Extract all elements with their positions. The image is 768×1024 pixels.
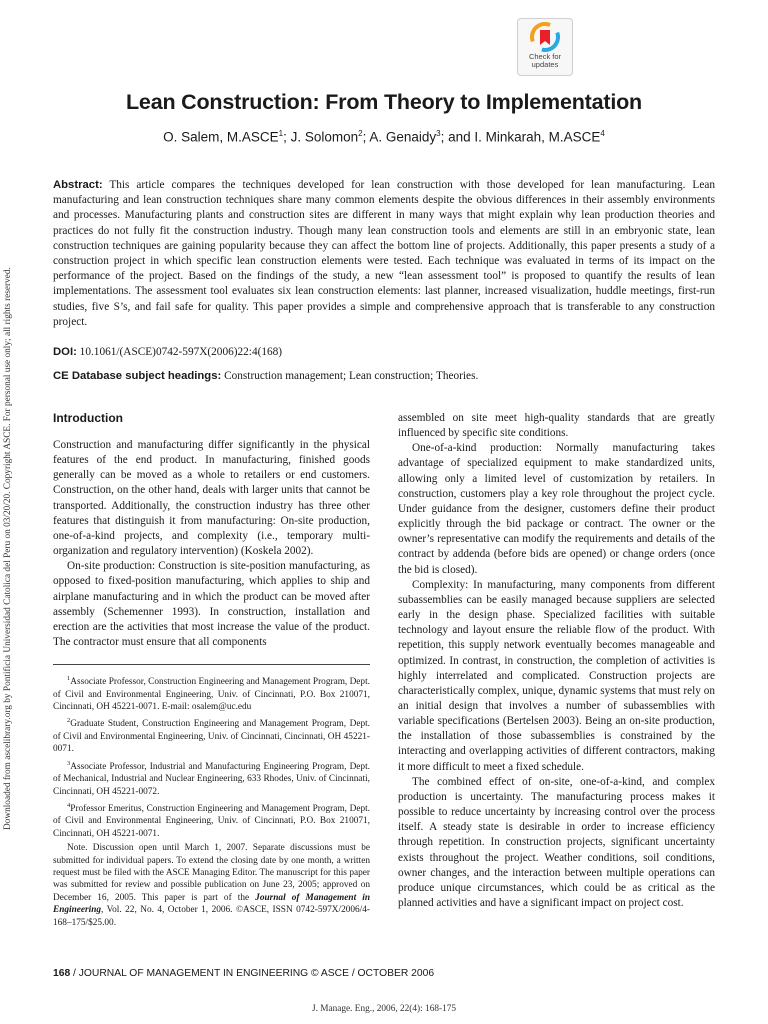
doi-label: DOI: — [53, 346, 77, 358]
footnote-marker: 2 — [67, 717, 71, 725]
abstract-text: This article compares the techniques developed for lean construction with those developed for lean manufacturing. Lean manufacturing and lean construction techniques share many common elements despite the obvious differences in their assembly environments and processes. Manufacturing plants and construction sites are different in many ways that might explain why lean production theories and practices do not fully fit the construction industry. Though many lean construction tools and elements are still in an embryonic state, lean construction techniques are gaining popularity because they can affect the bottom line of projects. Additionally, this paper presents a study of a construction project in which specific lean construction elements were tested. Each technique was evaluated in terms of its impact on the performance of the project. Based on the findings of the study, a new “lean assessment tool” is proposed to quantify the results of lean implementations. The assessment tool evaluates six lean construction elements: last planner, increased visualization, huddle meetings, first-run studies, five S’s, and fail safe for quality. This paper provides a simple and comprehensive approach that is transferable to any construction project. — [53, 179, 715, 328]
body-paragraph: assembled on site meet high-quality standards that are greatly influenced by specific site conditions. — [398, 412, 715, 440]
footnote-text: Associate Professor, Industrial and Manufacturing Engineering Program, Dept. of Mechanical, Industrial and Nuclear Engineering, 633 Rhodes, Univ. of Cincinnati, Cincinnati, OH 45221-0072. — [53, 761, 370, 797]
author-name: ; J. Solomon — [283, 129, 359, 145]
check-for-updates-badge[interactable] — [517, 18, 573, 76]
body-paragraph: On-site production: Construction is site-position manufacturing, as opposed to fixed-position manufacturing, which applies to ship and airplane manufacturing and in which the product can be moved after assembly (Schemenner 1993). In construction, installation and erection are the activities that most increase the value of the product. The contractor must ensure that all components — [53, 560, 370, 649]
author-name: ; and I. Minkarah, M.ASCE — [440, 129, 601, 145]
footnote-text: Professor Emeritus, Construction Engineering and Management Program, Dept. of Civil and Environmental Engineering, Univ. of Cincinnati, P.O. Box 210071, Cincinnati, OH 45221-0071. — [53, 804, 370, 839]
discussion-note — [53, 842, 370, 929]
footnote — [53, 715, 370, 755]
footnote-marker: 3 — [67, 759, 71, 767]
check-for-updates-label: Check for updates — [528, 52, 562, 69]
section-heading-introduction: Introduction — [53, 411, 123, 425]
footnote — [53, 800, 370, 840]
author-affiliation-marker: 2 — [358, 129, 363, 138]
footnote-marker: 1 — [67, 675, 71, 682]
author-list — [0, 129, 768, 145]
paper-title: Lean Construction: From Theory to Implementation — [126, 90, 642, 114]
author-name: O. Salem, M.ASCE — [163, 129, 279, 145]
body-paragraph: Construction and manufacturing differ significantly in the physical features of the end product. In manufacturing, finished goods generally can be moved as a whole to retailers or end customers. Construction, on the other hand, deals with larger units that cannot be transported. Additionally, the construction industry has three other features that distinguish it from manufacturing: On-site production, one-of-a-kind projects, and complexity (i.e., temporary multi-organization and regulatory intervention) (Koskela 2002). — [53, 439, 370, 558]
note-text: Note. Discussion open until March 1, 2007. Separate discussions must be submitted for individual papers. To extend the closing date by one month, a written request must be filed with the ASCE Managing Editor. The manuscript for this paper was submitted for review and possible publication on June 23, 2005; approved on December 16, 2005. This paper is part of the — [53, 843, 370, 903]
body-paragraph: Complexity: In manufacturing, many components from different subassemblies can be easily managed because suppliers are selected early in the design phase. Specialized facilities with suitable technology and layout ensure the reliable flow of the product. With repetition, this supply network eventually becomes manageable and optimized. In contrast, in construction, the completion of activities is highly interrelated and complicated. Construction projects are characteristically complex, unique, dynamic systems that must rely on an initial design that involves a number of subassemblies with variable specifications (Bertelsen 2003). Being an on-site production, the installation of those subassemblies is constrained by the interacting and overlapping activities of different contractors, making it more difficult to meet a fixed schedule. — [398, 578, 715, 773]
check-for-updates-icon — [530, 22, 560, 52]
author-name: ; A. Genaidy — [362, 129, 437, 145]
doi-link[interactable]: 10.1061/(ASCE)0742-597X(2006)22:4(168) — [76, 346, 283, 358]
author-affiliation-marker: 1 — [278, 129, 284, 138]
body-paragraph: One-of-a-kind production: Normally manufacturing takes advantage of specialized equipment to make standardized units, allowing only a limited level of customization by retailers. In construction, customers play a key role throughout the project cycle. Under guidance from the designer, customers define their product explicitly through the bid package or contract. The owner or the owner’s representative can modify the requirements and details of the contract by addenda (before bids are opened) or change orders (once the bid is closed). — [398, 442, 715, 576]
footnote-marker: 4 — [67, 801, 71, 809]
author-affiliation-marker: 4 — [600, 129, 605, 138]
footnote — [53, 673, 370, 713]
citation-line: J. Manage. Eng., 2006, 22(4): 168-175 — [311, 1004, 457, 1014]
abstract — [53, 178, 715, 330]
footnote-divider — [53, 664, 370, 665]
page-number: 168 — [53, 968, 71, 979]
note-text: , Vol. 22, No. 4, October 1, 2006. ©ASCE, ISSN 0742-597X/2006/4-168–175/$25.00. — [53, 905, 370, 928]
author-affiliation-marker: 3 — [436, 129, 441, 138]
body-paragraph: The combined effect of on-site, one-of-a-kind, and complex production is uncertainty. The manufacturing process makes it possible to reduce uncertainty by increasing control over the process itself. A steady state is desirable in order to increase efficiency through repetition. In construction projects, significant uncertainty exists throughout the project. Weather conditions, soil conditions, owner changes, and the interaction between multiple operations can produce unique circumstances, which could be as critical as the planned activities and have a significant impact on project cost. — [398, 775, 715, 909]
download-copyright-note: Downloaded from ascelibrary.org by Pontificia Universidad Catolica del Peru on 03/20/20. Copyright ASCE. For personal use only; all rights reserved. — [3, 267, 13, 830]
journal-name: Journal of Management in Engineering — [53, 892, 370, 916]
footnote-text: Graduate Student, Construction Engineering and Management Program, Dept. of Civil and Environmental Engineering, Univ. of Cincinnati, Cincinnati, OH 45221-0071. — [53, 719, 370, 755]
footnote-text: Associate Professor, Construction Engineering and Management Program, Dept. of Civil and Environmental Engineering, Univ. of Cincinnati, P.O. Box 210071, Cincinnati, OH 45221-0071. E-mail: osalem@uc.edu — [53, 677, 370, 712]
footnotes — [53, 673, 370, 931]
page-footer — [53, 968, 715, 979]
abstract-label: Abstract: — [53, 179, 103, 191]
subject-headings-line — [53, 369, 715, 384]
left-column — [53, 411, 370, 650]
doi-line — [53, 345, 715, 360]
footnote — [53, 758, 370, 798]
subject-headings-label: CE Database subject headings: — [53, 370, 222, 382]
subject-headings-value: Construction management; Lean construction; Theories. — [221, 370, 479, 382]
right-column — [398, 411, 715, 911]
journal-running-footer: / JOURNAL OF MANAGEMENT IN ENGINEERING © ASCE / OCTOBER 2006 — [70, 968, 435, 979]
